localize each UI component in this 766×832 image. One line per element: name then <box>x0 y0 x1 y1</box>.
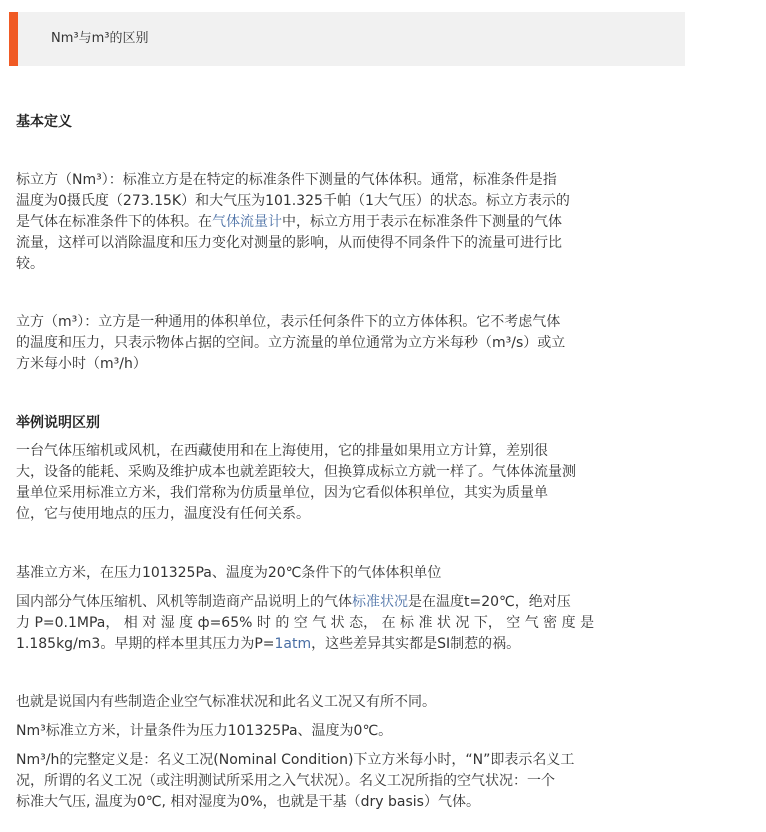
text-line: 的温度和压力，只表示物体占据的空间。立方流量的单位通常为立方米每秒（m³/s）或立 <box>16 335 566 351</box>
atm-link[interactable]: 1atm <box>274 636 312 652</box>
text-line: 立方（m³）：立方是一种通用的体积单位，表示任何条件下的立方体体积。它不考虑气体 <box>16 314 561 330</box>
text-line: 流量，这样可以消除温度和压力变化对测量的影响，从而使得不同条件下的流量可进行比 <box>16 235 562 251</box>
text-segment: 是气体在标准条件下的体积。在 <box>16 214 212 230</box>
text-line: Nm³标准立方米，计量条件为压力101325Pa、温度为0℃。 <box>16 723 393 739</box>
paragraph-example <box>16 441 678 525</box>
text-segment: 是在温度t=20℃，绝对压 <box>408 594 571 610</box>
text-line: 较。 <box>16 256 44 272</box>
text-line: 位，它与使用地点的压力，温度没有任何关系。 <box>16 506 310 522</box>
standard-condition-link[interactable]: 标准状况 <box>352 594 408 610</box>
text-line: 也就是说国内有些制造企业空气标准状况和此名义工况又有所不同。 <box>16 694 436 710</box>
text-line: Nm³/h的完整定义是：名义工况(Nominal Condition)下立方米每小时，“N”即表示名义工 <box>16 752 575 768</box>
text-line: 基准立方米，在压力101325Pa、温度为20℃条件下的气体体积单位 <box>16 565 442 581</box>
text-line <box>16 634 678 655</box>
text-segment: 国内部分气体压缩机、风机等制造商产品说明上的气体 <box>16 594 352 610</box>
article-title: Nm³与m³的区别 <box>51 31 149 46</box>
heading-basic-definition: 基本定义 <box>16 114 72 130</box>
text-line: 标准大气压, 温度为0℃, 相对湿度为0%，也就是干基（dry basis）气体。 <box>16 794 480 810</box>
text-line: 量单位采用标准立方米，我们常称为仿质量单位，因为它看似体积单位，其实为质量单 <box>16 485 548 501</box>
paragraph-nm3h-definition <box>16 750 678 813</box>
paragraph-differ <box>16 692 678 713</box>
text-line: 大，设备的能耗、采购及维护成本也就差距较大，但换算成标立方就一样了。气体体流量测 <box>16 464 576 480</box>
text-line: 力 P=0.1MPa， 相 对 湿 度 ф=65% 时 的 空 气 状 态， 在 标 准 状 况 下， 空 气 密 度 是 <box>16 615 595 631</box>
text-line: 方米每小时（m³/h） <box>16 356 147 372</box>
text-segment: 中，标立方用于表示在标准条件下测量的气体 <box>282 214 562 230</box>
paragraph-domestic-standard <box>16 592 678 655</box>
text-line: 况，所谓的名义工况（或注明测试所采用之入气状况）。名义工况所指的空气状况：一个 <box>16 773 555 789</box>
gas-flowmeter-link[interactable]: 气体流量计 <box>212 214 282 230</box>
paragraph-nm3-standard <box>16 721 678 742</box>
text-segment: 1.185kg/m3。早期的样本里其压力为P= <box>16 636 275 652</box>
paragraph-m3-definition <box>16 312 678 375</box>
text-line: 一台气体压缩机或风机，在西藏使用和在上海使用，它的排量如果用立方计算，差别很 <box>16 443 548 459</box>
heading-example: 举例说明区别 <box>16 415 100 431</box>
text-line: 温度为0摄氏度（273.15K）和大气压为101.325千帕（1大气压）的状态。标立方表示的 <box>16 193 570 209</box>
text-segment: ，这些差异其实都是SI制惹的祸。 <box>311 636 521 652</box>
article-title-bar <box>9 12 685 66</box>
text-line: 标立方（Nm³）：标准立方是在特定的标准条件下测量的气体体积。通常，标准条件是指 <box>16 172 557 188</box>
title-accent-bar <box>9 12 18 66</box>
text-line <box>16 212 678 233</box>
text-line <box>16 592 678 613</box>
paragraph-nm3-definition <box>16 170 678 275</box>
paragraph-reference-cubic-meter <box>16 563 678 584</box>
